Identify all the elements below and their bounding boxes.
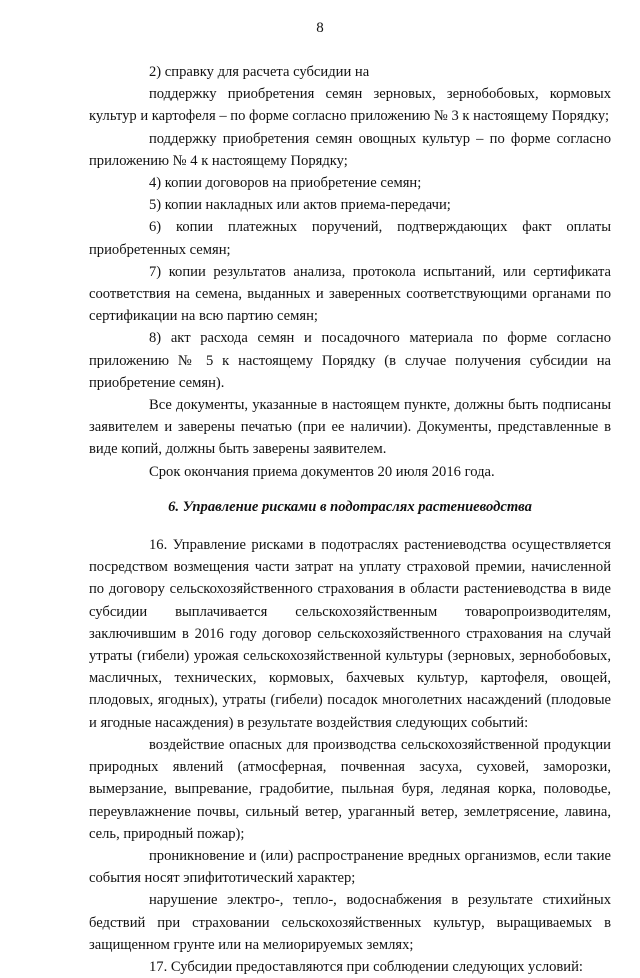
page-number: 8 (316, 20, 324, 36)
paragraph: 17. Субсидии предоставляются при соблюдении следующих условий: (149, 958, 583, 975)
paragraph: нарушение электро-, тепло-, водоснабжения в результате стихийных бедствий при страховании сельскохозяйственных культур, выращиваемых в защищенном грунте или на мелиорируемых землях; (89, 892, 611, 953)
paragraph: воздействие опасных для производства сельскохозяйственной продукции природных явлений (атмосферная, почвенная засуха, суховей, заморозки, вымерзание, выпревание, градобитие, пыльная буря, ледяная корка, половодье, переувлажнение почвы, сильный ветер, ураганный ветер, землетрясение, лавина, сель, природный пожар); (89, 736, 611, 842)
paragraph: Срок окончания приема документов 20 июля 2016 года. (149, 463, 495, 480)
paragraph: 16. Управление рисками в подотраслях растениеводства осуществляется посредством возмещения части затрат на уплату страховой премии, начисленной по договору сельскохозяйственного страхования в области растениеводства в виде субсидии выплачивается сельскохозяйственным товаропроизводителям, заключившим в 2016 году договор сельскохозяйственного страхования на случай утраты (гибели) урожая сельскохозяйственной культуры (зерновых, зернобобовых, масличных, технических, кормовых, бахчевых культур, картофеля, овощей, плодовых, ягодных), утраты (гибели) посадок многолетних насаждений (плодовые и ягодные насаждения) в результате воздействия следующих событий: (89, 537, 611, 731)
document-body (89, 61, 611, 978)
paragraph: 8) акт расхода семян и посадочного материала по форме согласно приложению № 5 к настоящему Порядку (в случае получения субсидии на приобретение семян). (89, 330, 611, 391)
paragraph: поддержку приобретения семян овощных культур – по форме согласно приложению № 4 к настоящему Порядку; (89, 130, 611, 169)
paragraph: 5) копии накладных или актов приема-передачи; (149, 197, 451, 214)
paragraph: проникновение и (или) распространение вредных организмов, если такие события носят эпифитотический характер; (89, 847, 611, 887)
paragraph: 4) копии договоров на приобретение семян; (149, 175, 422, 192)
paragraph: 7) копии результатов анализа, протокола испытаний, или сертификата соответствия на семена, выданных и заверенных соответствующими органами по сертификации на всю партию семян; (89, 263, 611, 325)
paragraph: поддержку приобретения семян зерновых, зернобобовых, кормовых культур и картофеля – по форме согласно приложению № 3 к настоящему Порядку; (89, 86, 611, 125)
paragraph: 6) копии платежных поручений, подтверждающих факт оплаты приобретенных семян; (89, 219, 611, 258)
paragraph: Все документы, указанные в настоящем пункте, должны быть подписаны заявителем и заверены печатью (при ее наличии). Документы, представленные в виде копий, должны быть заверены заявителем. (89, 397, 611, 458)
paragraph: 2) справку для расчета субсидии на (149, 64, 370, 80)
section-heading: 6. Управление рисками в подотраслях растениеводства (168, 498, 532, 515)
